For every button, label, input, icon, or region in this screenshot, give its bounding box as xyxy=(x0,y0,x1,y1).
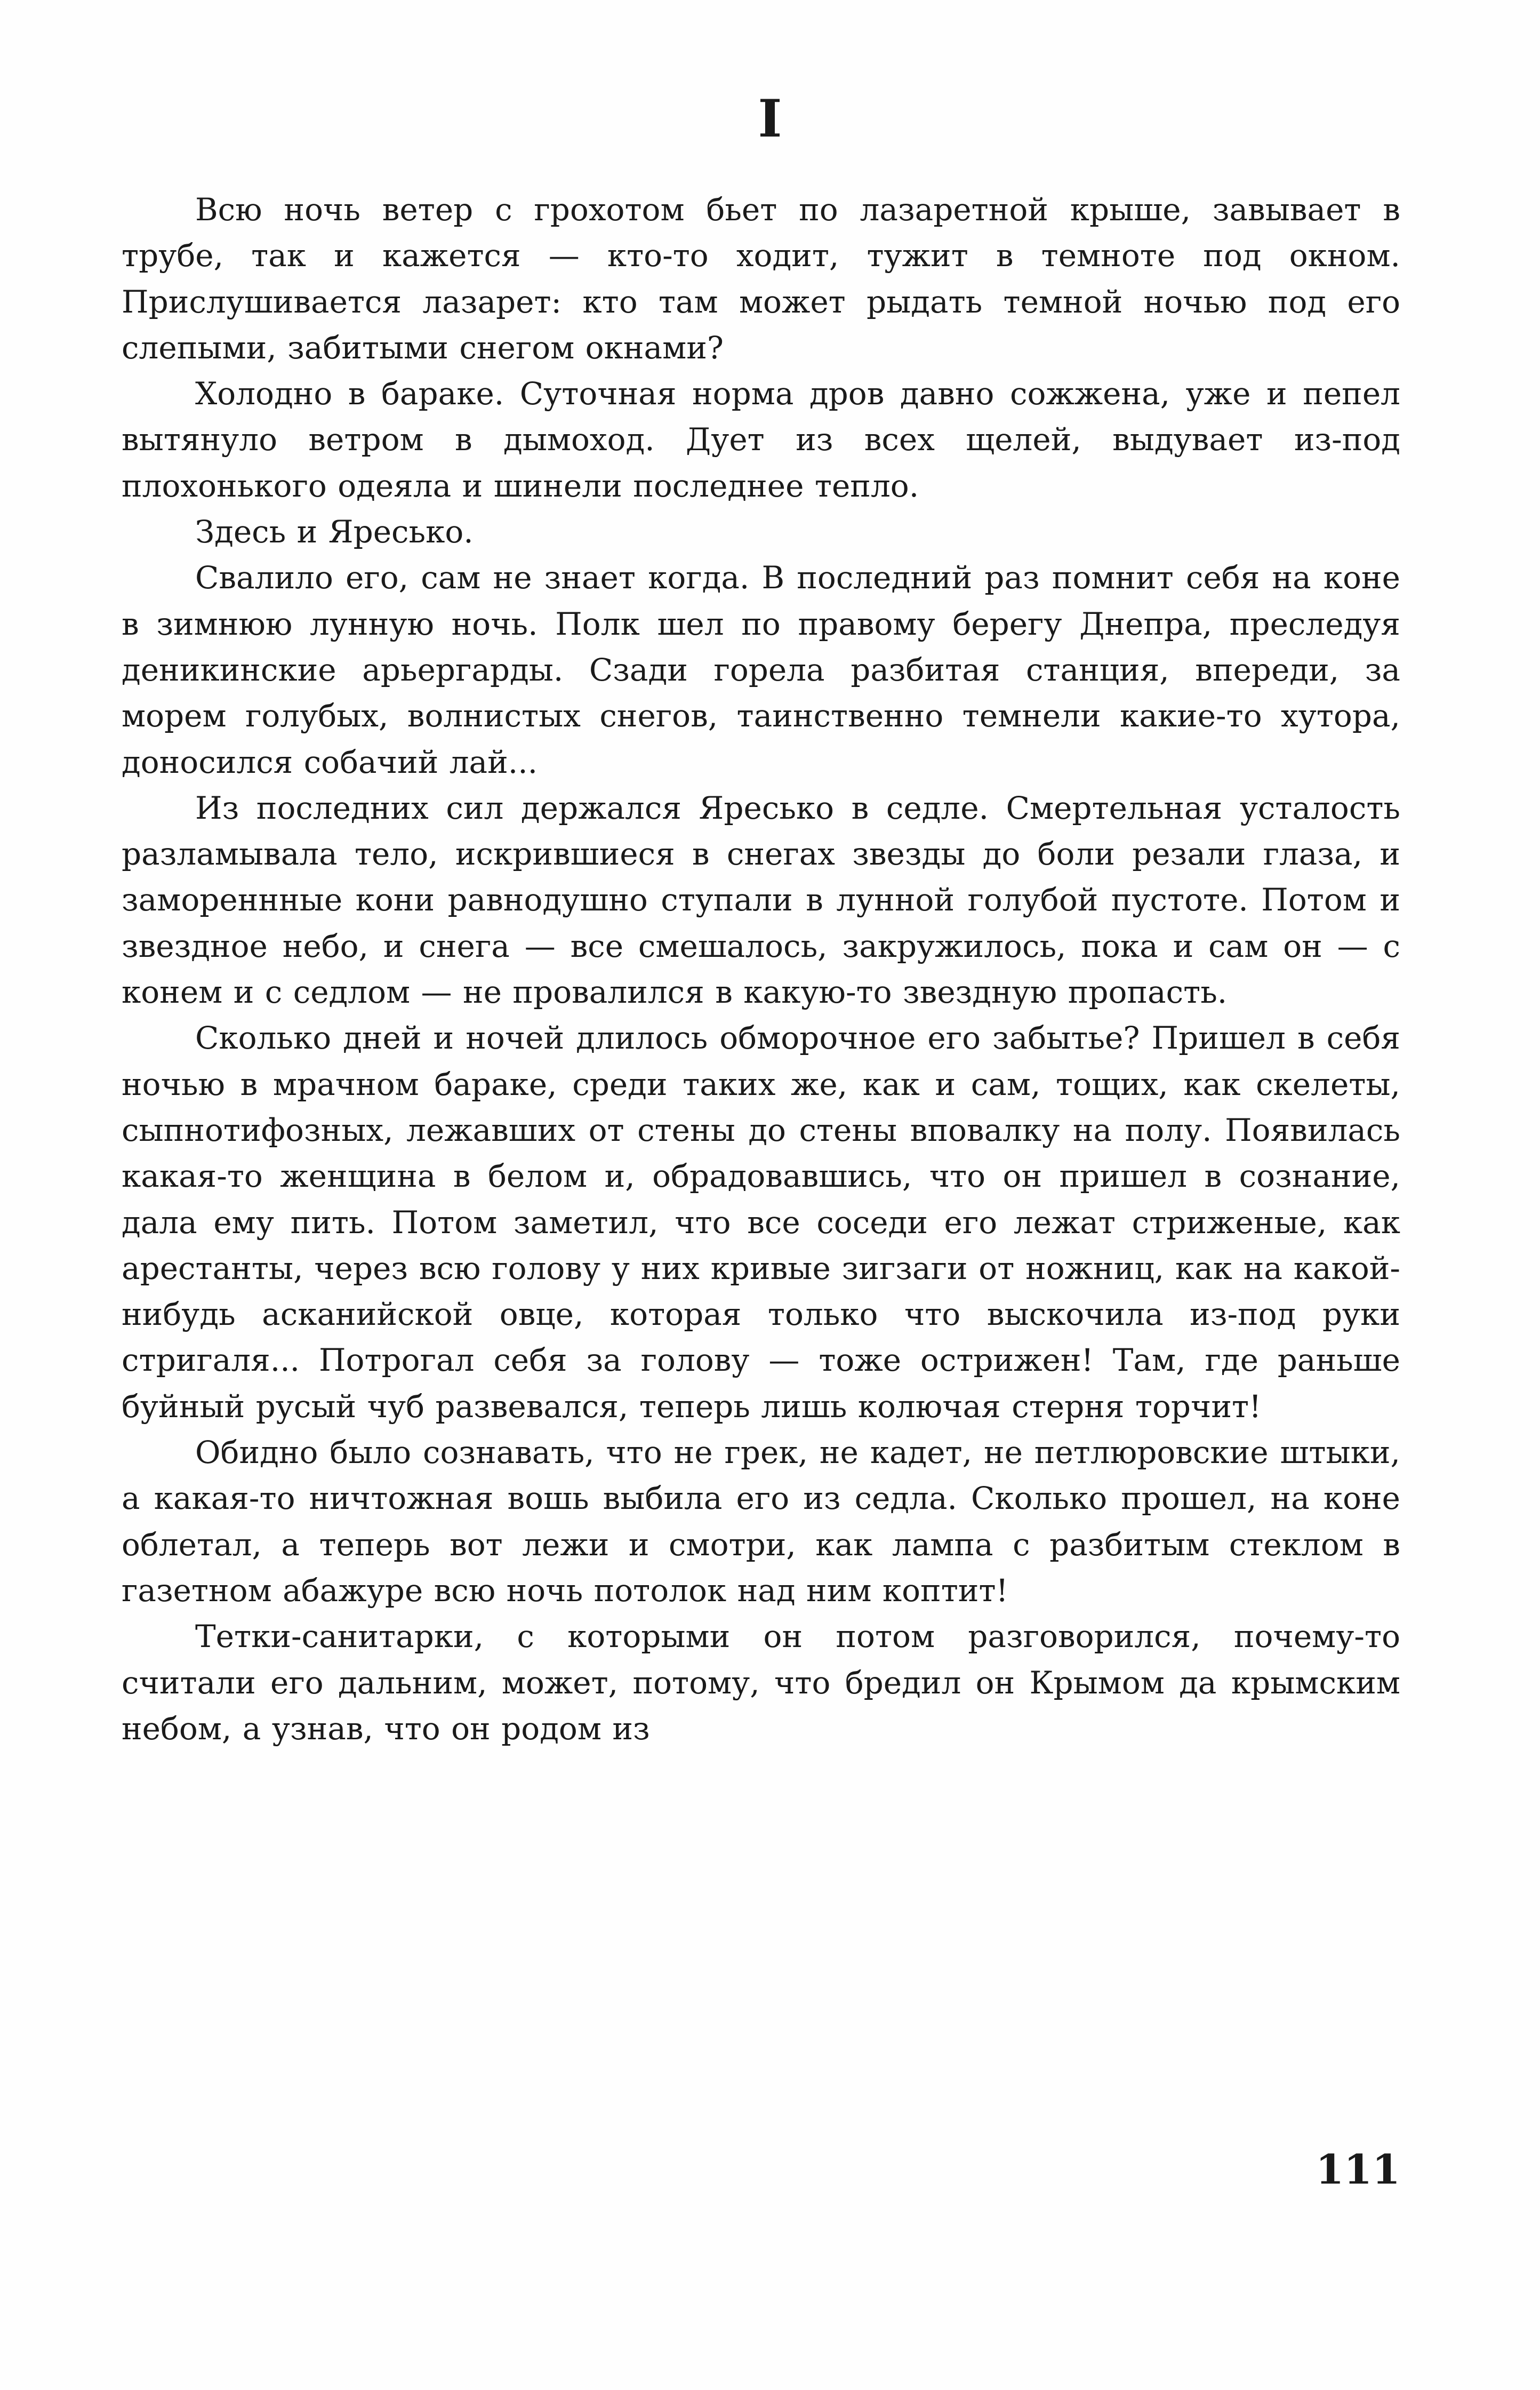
paragraph: Сколько дней и ночей длилось обморочное его забытье? Пришел в себя ночью в мрачном бараке, среди таких же, как и сам, тощих, как скелеты, сыпнотифозных, лежавших от стены до стены вповалку на полу. Появилась какая-то женщина в белом и, обрадовавшись, что он пришел в сознание, дала ему пить. Потом заметил, что все соседи его лежат стриженые, как арестанты, через всю голову у них кривые зигзаги от ножниц, как на какой-нибудь асканийской овце, которая только что выскочила из-под руки стригаля... Потрогал себя за голову — тоже острижен! Там, где раньше буйный русый чуб развевался, теперь лишь колючая стерня торчит! xyxy=(122,1020,1400,1425)
page-number: 111 xyxy=(1316,2146,1400,2193)
paragraph: Свалило его, сам не знает когда. В последний раз помнит себя на коне в зимнюю лунную ночь. Полк шел по правому берегу Днепра, преследуя деникинские арьергарды. Сзади горела разбитая станция, впереди, за морем голубых, волнистых снегов, таинственно темнели какие-то хутора, доносился собачий лай... xyxy=(122,559,1400,780)
body-text xyxy=(122,187,1400,1752)
paragraph: Тетки-санитарки, с которыми он потом разговорился, почему-то считали его дальним, может, потому, что бредил он Крымом да крымским небом, а узнав, что он родом из xyxy=(122,1618,1400,1747)
paragraph: Обидно было сознавать, что не грек, не кадет, не петлюровские штыки, а какая-то ничтожная вошь выбила его из седла. Сколько прошел, на коне облетал, а теперь вот лежи и смотри, как лампа с разбитым стеклом в газетном абажуре всю ночь потолок над ним коптит! xyxy=(122,1434,1400,1609)
paragraph: Из последних сил держался Яресько в седле. Смертельная усталость разламывала тело, искрившиеся в снегах звезды до боли резали глаза, и замореннные кони равнодушно ступали в лунной голубой пустоте. Потом и звездное небо, и снега — все смешалось, закружилось, пока и сам он — с конем и с седлом — не провалился в какую-то звездную пропасть. xyxy=(122,789,1400,1011)
paragraph: Всю ночь ветер с грохотом бьет по лазаретной крыше, завывает в трубе, так и кажется — кто-то ходит, тужит в темноте под окном. Прислушивается лазарет: кто там может рыдать темной ночью под его слепыми, забитыми снегом окнами? xyxy=(122,191,1400,366)
paragraph: Холодно в бараке. Суточная норма дров давно сожжена, уже и пепел вытянуло ветром в дымоход. Дует из всех щелей, выдувает из-под плохонького одеяла и шинели последнее тепло. xyxy=(122,375,1400,504)
paragraph: Здесь и Яресько. xyxy=(195,514,474,550)
chapter-heading: I xyxy=(758,89,782,149)
